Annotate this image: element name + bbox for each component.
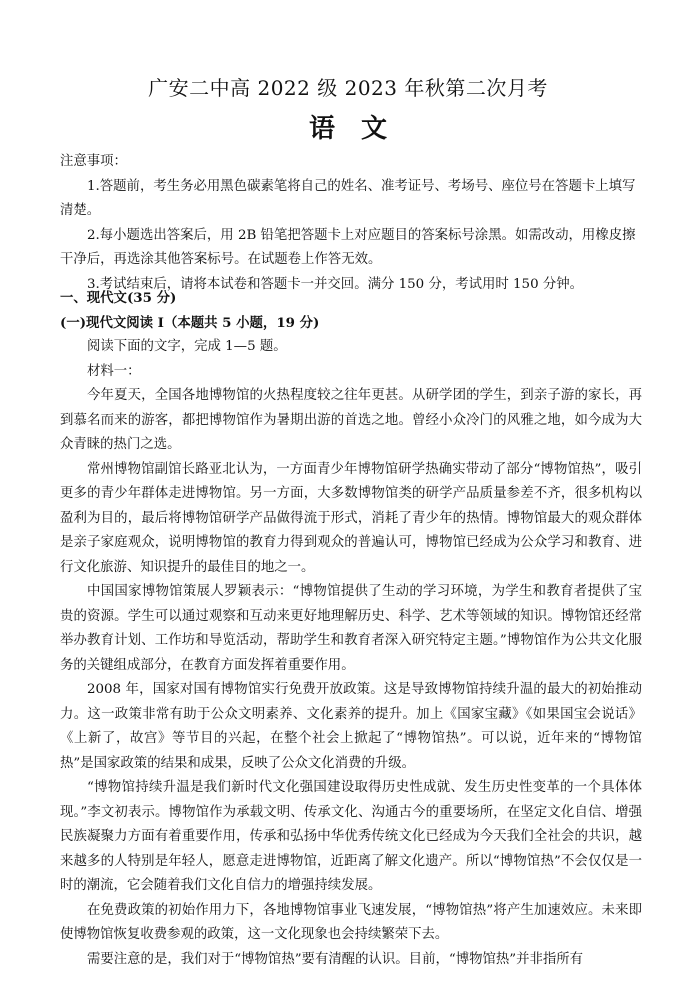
instruction-text: 阅读下面的文字，完成 1—5 题。 (87, 339, 287, 354)
section-headers (60, 286, 640, 384)
notes-item: 3.考试结束后，请将本试卷和答题卡一并交回。满分 150 分，考试用时 150 分钟。 (87, 276, 584, 292)
material-label: 材料一： (87, 363, 141, 379)
subject-title: 语 文 (308, 114, 387, 144)
notes-item: 2.每小题选出答案后，用 2B 铅笔把答题卡上对应题目的答案标号涂黑。如需改动，用橡皮擦干净后，再选涂其他答案标号。在试题卷上作答无效。 (60, 227, 636, 267)
passage-paragraph: 2008 年，国家对国有博物馆实行免费开放政策。这是导致博物馆持续升温的最大的初始推动力。这一政策非常有助于公众文明素养、文化素养的提升。加上《国家宝藏》《如果国宝会说话》《上新了，故宫》等节目的兴起，在整个社会上掀起了“博物馆热”。可以说，近年来的“博物馆热”是国家政策的结果和成果，反映了公众文化消费的升级。 (60, 682, 642, 771)
passage-paragraph: 中国国家博物馆策展人罗颖表示：“博物馆提供了生动的学习环境，为学生和教育者提供了宝贵的资源。学生可以通过观察和互动来更好地理解历史、科学、艺术等领域的知识。博物馆还经常举办教育计划、工作坊和导览活动，帮助学生和教育者深入研究特定主题。”博物馆作为公共文化服务的关键组成部分，在教育方面发挥着重要作用。 (60, 584, 642, 673)
passage (60, 384, 642, 972)
notes-item: 1.答题前，考生务必用黑色碳素笔将自己的姓名、准考证号、考场号、座位号在答题卡上填写清楚。 (60, 178, 636, 218)
notes-heading: 注意事项： (60, 154, 127, 169)
passage-paragraph: “博物馆持续升温是我们新时代文化强国建设取得历史性成就、发生历史性变革的一个具体体现。”李文初表示。博物馆作为承载文明、传承文化、沟通古今的重要场所，在坚定文化自信、增强民族凝聚力方面有着重要作用，传承和弘扬中华优秀传统文化已经成为今天我们全社会的共识，越来越多的人特别是年轻人，愿意走进博物馆，近距离了解文化遗产。所以“博物馆热”不会仅仅是一时的潮流，它会随着我们文化自信力的增强持续发展。 (60, 780, 642, 893)
passage-paragraph: 常州博物馆副馆长路亚北认为，一方面青少年博物馆研学热确实带动了部分“博物馆热”，吸引更多的青少年群体走进博物馆。另一方面，大多数博物馆类的研学产品质量参差不齐，很多机构以盈利为目的，最后将博物馆研学产品做得流于形式，消耗了青少年的热情。博物馆最大的观众群体是亲子家庭观众，说明博物馆的教育力得到观众的普遍认可，博物馆已经成为公众学习和教育、进行文化旅游、知识提升的最佳目的地之一。 (60, 461, 642, 575)
passage-paragraph: 在免费政策的初始作用力下，各地博物馆事业飞速发展，“博物馆热”将产生加速效应。未来即使博物馆恢复收费参观的政策，这一文化现象也会持续繁荣下去。 (60, 902, 642, 942)
exam-title: 广安二中高 2022 级 2023 年秋第二次月考 (148, 76, 548, 100)
passage-paragraph: 需要注意的是，我们对于“博物馆热”要有清醒的认识。目前，“博物馆热”并非指所有 (87, 951, 584, 967)
notes-section (60, 150, 640, 297)
part-heading: 一、现代文(35 分) (60, 290, 177, 306)
passage-paragraph: 今年夏天，全国各地博物馆的火热程度较之往年更甚。从研学团的学生，到亲子游的家长，再到慕名而来的游客，都把博物馆作为暑期出游的首选之地。曾经小众冷门的风雅之地，如今成为大众青睐的热门之选。 (60, 388, 642, 452)
subpart-heading: (一)现代文阅读 Ⅰ（本题共 5 小题，19 分) (60, 314, 320, 331)
